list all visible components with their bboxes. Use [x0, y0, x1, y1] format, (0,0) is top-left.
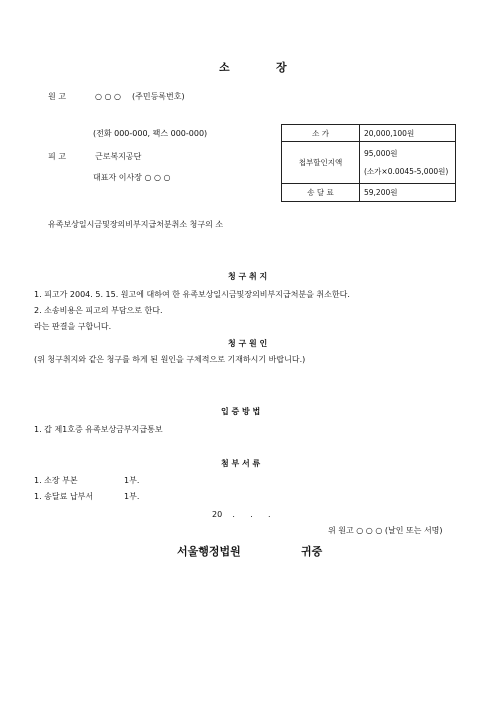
plaintiff-id-note: (주민등록번호)	[132, 92, 185, 101]
fee-row-delivery	[282, 184, 456, 202]
court-name: 서울행정법원	[177, 545, 241, 558]
case-name: 유족보상일시금및장의비부지급처분취소 청구의 소	[48, 220, 224, 229]
fee-value: 59,200원	[360, 184, 456, 202]
defendant-name: 근로복지공단	[95, 152, 142, 161]
fee-row-stamp	[282, 142, 456, 184]
fee-value: 95,000원	[364, 149, 398, 158]
claim-item-2: 2. 소송비용은 피고의 부담으로 한다.	[34, 306, 163, 315]
attachment-name: 1. 소장 부본	[34, 476, 78, 485]
attachment-count: 1부.	[124, 492, 140, 501]
date-line: 20 . . .	[212, 510, 271, 519]
evidence-heading: 입 증 방 법	[221, 407, 261, 416]
cause-text: (위 청구취지와 같은 청구를 하게 된 원인을 구체적으로 기재하시기 바랍니다.)	[34, 355, 306, 364]
court-suffix: 귀중	[301, 545, 323, 558]
fee-label: 송 달 료	[282, 184, 360, 202]
cause-heading: 청 구 원 인	[228, 339, 268, 348]
signature-line: 위 원고 ○ ○ ○ (날인 또는 서명)	[328, 526, 443, 535]
plaintiff-name: ○ ○ ○	[95, 92, 122, 101]
title-left: 소	[219, 61, 230, 74]
claim-item-1: 1. 피고가 2004. 5. 15. 원고에 대하여 한 유족보상일시금및장의비부지급처분을 취소한다.	[34, 290, 350, 299]
attachment-name: 1. 송달료 납부서	[34, 492, 94, 501]
fee-value-cell	[360, 142, 456, 184]
fee-formula: (소가×0.0045-5,000원)	[364, 166, 449, 176]
title-right: 장	[276, 61, 287, 74]
fee-label: 소 가	[282, 125, 360, 142]
plaintiff-label: 원 고	[48, 92, 66, 101]
defendant-representative: 대표자 이사장 ○ ○ ○	[93, 173, 171, 182]
attachments-heading: 첨 부 서 류	[221, 459, 261, 468]
defendant-label: 피 고	[48, 152, 66, 161]
claim-closing: 라는 판결을 구합니다.	[34, 322, 112, 331]
fee-table	[281, 124, 456, 202]
claim-heading: 청 구 취 지	[228, 272, 268, 281]
fee-row-claim-amount	[282, 125, 456, 142]
attachment-count: 1부.	[124, 476, 140, 485]
fee-value: 20,000,100원	[360, 125, 456, 142]
fee-label: 첩부할인지액	[282, 142, 360, 184]
evidence-item-1: 1. 갑 제1호증 유족보상금부지급통보	[34, 425, 163, 434]
plaintiff-contact: (전화 000-000, 팩스 000-000)	[93, 129, 208, 138]
